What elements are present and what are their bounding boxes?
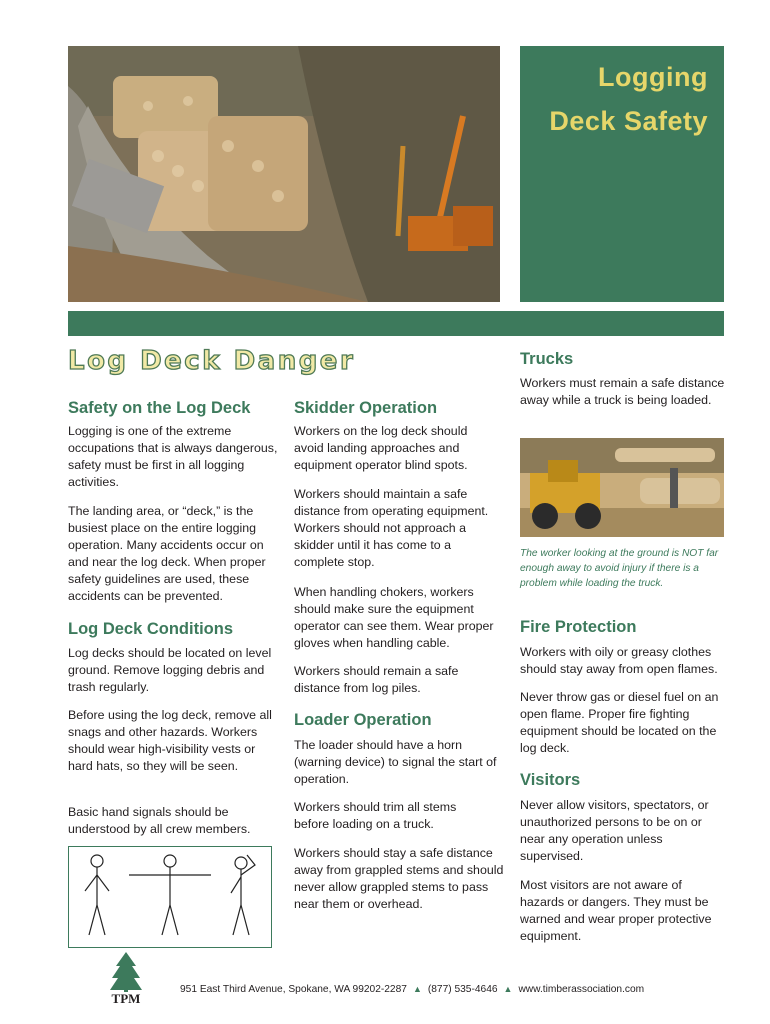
heading-skidder-operation: Skidder Operation: [294, 399, 438, 417]
paragraph: Workers on the log deck should avoid landing approaches and equipment operator blind spots.: [294, 424, 468, 472]
paragraph: Workers should trim all stems before loading on a truck.: [294, 800, 457, 831]
paragraph: Most visitors are not aware of hazards or dangers. They must be warned and wear proper protective equipment.: [520, 878, 712, 943]
paragraph: Workers must remain a safe distance away while a truck is being loaded.: [520, 376, 725, 407]
heading-fire-protection: Fire Protection: [520, 618, 637, 636]
paragraph: Workers should stay a safe distance away from grappled stems and should never allow grappled stems to pass near them or overhead.: [294, 846, 504, 911]
heading-visitors: Visitors: [520, 771, 581, 789]
footer-phone: (877) 535-4646: [427, 984, 498, 995]
paragraph: Log decks should be located on level ground. Remove logging debris and trash regularly.: [68, 646, 272, 694]
footer-website[interactable]: www.timberassociation.com: [518, 984, 645, 995]
log-deck-photo: [68, 46, 500, 302]
photo-caption: The worker looking at the ground is NOT far enough away to avoid injury if there is a problem while loading the truck.: [520, 548, 719, 589]
heading-log-deck-conditions: Log Deck Conditions: [68, 620, 233, 638]
paragraph: Logging is one of the extreme occupations that is always dangerous, safety must be first in all logging activities.: [68, 424, 278, 489]
heading-trucks: Trucks: [520, 350, 574, 368]
triangle-icon: ▲: [503, 984, 513, 994]
paragraph: Workers with oily or greasy clothes should stay away from open flames.: [520, 645, 718, 676]
paragraph: Never allow visitors, spectators, or unauthorized persons to be on or near any operation unless supervised.: [520, 798, 709, 863]
heading-loader-operation: Loader Operation: [294, 711, 432, 729]
paragraph: Basic hand signals should be understood by all crew members.: [68, 805, 251, 836]
paragraph: Before using the log deck, remove all snags and other hazards. Workers should wear high-visibility vests or hard hats, so they will be seen.: [68, 708, 272, 773]
paragraph: Workers should maintain a safe distance from operating equipment. Workers should not approach a skidder until it has come to a complete stop.: [294, 487, 489, 569]
paragraph: Workers should remain a safe distance from log piles.: [294, 664, 459, 695]
green-band: [68, 311, 724, 336]
paragraph: Never throw gas or diesel fuel on an open flame. Proper fire fighting equipment should be located on the log deck.: [520, 690, 719, 755]
loader-truck-photo: [520, 438, 724, 537]
tpm-logo: [108, 950, 144, 1004]
title-box: [520, 46, 724, 302]
heading-safety-log-deck: Safety on the Log Deck: [68, 399, 251, 417]
title-line-2: Deck Safety: [549, 106, 708, 136]
paragraph: The landing area, or “deck,” is the busiest place on the entire logging operation. Many accidents occur on and near the log deck. When proper safety guidelines are used, these accidents can be prevented.: [68, 504, 266, 603]
hand-signals-illustration: [68, 846, 272, 948]
logo-text: TPM: [111, 991, 141, 1004]
paragraph: When handling chokers, workers should make sure the equipment operator can see them. Wear proper gloves when handling cable.: [294, 585, 494, 650]
triangle-icon: ▲: [412, 984, 422, 994]
paragraph: The loader should have a horn (warning device) to signal the start of operation.: [294, 738, 497, 786]
headline: Log Deck Danger: [68, 346, 356, 376]
footer: [180, 984, 644, 995]
footer-address: 951 East Third Avenue, Spokane, WA 99202-2287: [180, 984, 407, 995]
title-line-1: Logging: [598, 62, 708, 92]
